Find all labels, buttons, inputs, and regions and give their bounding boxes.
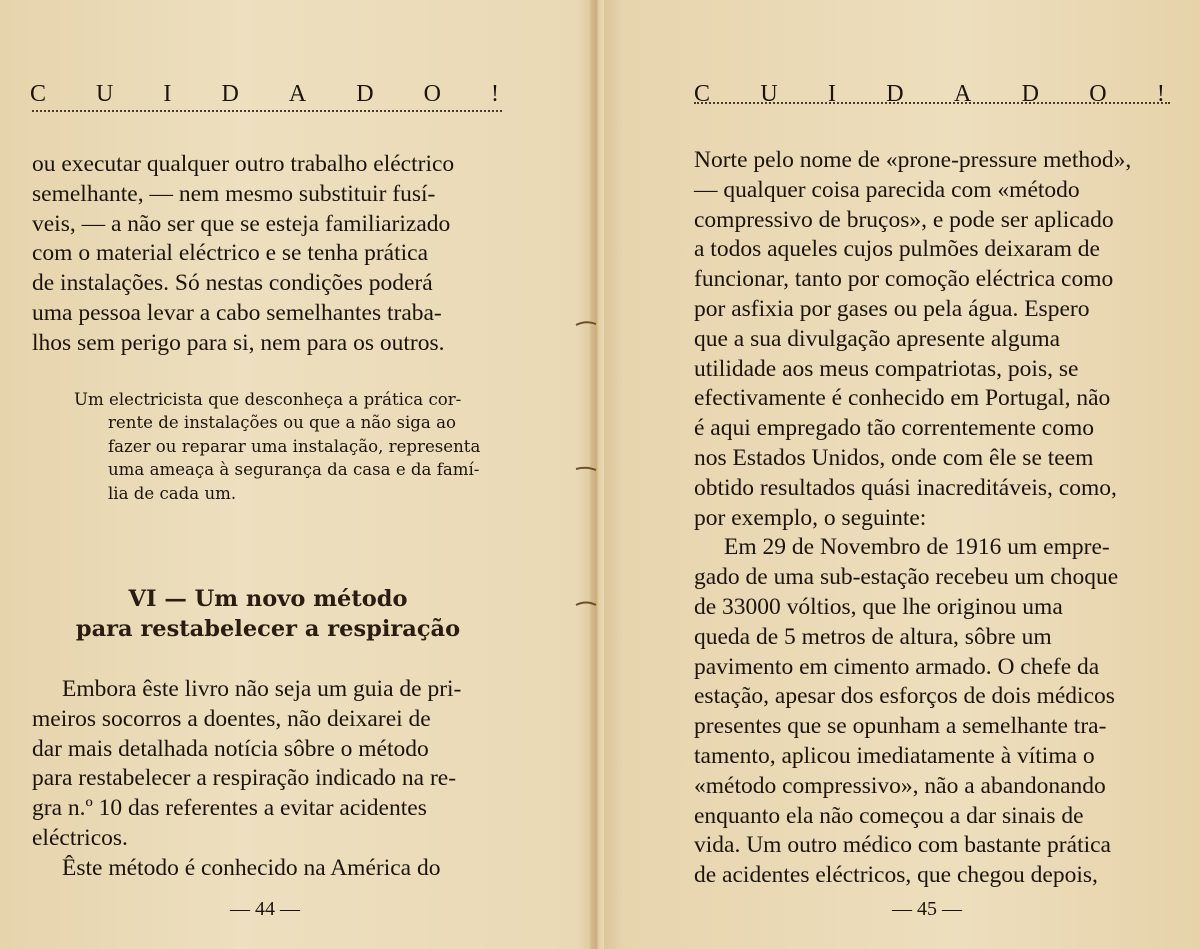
text-line: por exemplo, o seguinte:	[694, 504, 927, 531]
page-number: — 45 —	[892, 898, 962, 920]
running-head	[30, 72, 500, 108]
text-line: tamento, aplicou imediatamente à vítima o	[694, 742, 1095, 769]
text-line: gra n.º 10 das referentes a evitar acidentes	[32, 795, 427, 822]
text-line: estação, apesar dos esforços de dois médicos	[694, 683, 1115, 710]
text-line: Norte pelo nome de «prone-pressure method»,	[694, 147, 1132, 173]
running-head-letter: I	[163, 81, 173, 107]
text-line: presentes que se opunham a semelhante tra-	[694, 713, 1107, 740]
text-line: — qualquer coisa parecida com «método	[694, 176, 1080, 203]
text-line: de acidentes eléctricos, que chegou depois,	[694, 862, 1098, 889]
text-line: com o material eléctrico e se tenha prática	[32, 240, 429, 267]
note-line: uma ameaça à segurança da casa e da famí-	[108, 460, 480, 480]
note-line: rente de instalações ou que a não siga ao	[108, 413, 456, 433]
text-line: efectivamente é conhecido em Portugal, não	[694, 385, 1111, 412]
text-line: lhos sem perigo para si, nem para os outros.	[32, 329, 445, 356]
chapter-title	[32, 584, 504, 644]
paragraph	[32, 675, 504, 884]
running-head-letter: !	[490, 81, 500, 107]
text-line: vida. Um outro médico com bastante prática	[694, 832, 1111, 859]
running-head-rule	[32, 110, 502, 112]
note-line: Um electricista que desconheça a prática cor-	[74, 390, 462, 409]
running-head-letter: D	[356, 81, 375, 107]
text-line: semelhante, — nem mesmo substituir fusí-	[32, 180, 436, 207]
text-line: é aqui empregado tão correntemente como	[694, 415, 1094, 442]
text-line: de 33000 vóltios, que lhe originou uma	[694, 593, 1063, 620]
text-line: a todos aqueles cujos pulmões deixaram de	[694, 236, 1100, 263]
text-line: Embora êste livro não seja um guia de pri-	[62, 676, 462, 702]
text-line: compressivo de bruços», e pode ser aplicado	[694, 206, 1114, 233]
text-line: meiros socorros a doentes, não deixarei de	[32, 705, 431, 732]
running-head-letter: C	[694, 81, 712, 107]
left-page	[0, 0, 592, 949]
text-line: de instalações. Só nestas condições poderá	[32, 270, 433, 297]
text-line: para restabelecer a respiração indicado na re-	[32, 765, 457, 792]
text-line: Êste método é conhecido na América do	[62, 854, 441, 881]
running-head-letter: U	[96, 81, 115, 107]
text-line: gado de uma sub-estação recebeu um choque	[694, 564, 1119, 591]
chapter-title-line: VI — Um novo método	[128, 586, 408, 612]
text-line: ou executar qualquer outro trabalho eléctrico	[32, 151, 455, 177]
note-block	[74, 388, 504, 505]
text-line: pavimento em cimento armado. O chefe da	[694, 653, 1100, 680]
running-head-letter: D	[1021, 81, 1040, 107]
running-head-rule	[694, 102, 1170, 104]
note-line: lia de cada um.	[108, 483, 237, 503]
chapter-title-line: para restabelecer a respiração	[75, 616, 461, 642]
running-head-letter: C	[30, 81, 48, 107]
text-line: queda de 5 metros de altura, sôbre um	[694, 623, 1052, 650]
text-line: nos Estados Unidos, onde com êle se teem	[694, 444, 1094, 471]
text-line: utilidade aos meus compatriotas, pois, se	[694, 355, 1079, 382]
text-line: «método compressivo», não a abandonando	[694, 772, 1106, 799]
paragraph	[32, 150, 504, 359]
running-head-letter: U	[760, 81, 779, 107]
running-head-letter: D	[886, 81, 905, 107]
page-number: — 44 —	[230, 898, 300, 920]
right-page	[600, 0, 1200, 949]
text-line: eléctricos.	[32, 824, 128, 851]
running-head-letter: I	[827, 81, 837, 107]
text-line: funcionar, tanto por comoção eléctrica como	[694, 266, 1114, 293]
text-line: enquanto ela não começou a dar sinais de	[694, 802, 1084, 829]
text-line: obtido resultados quási inacreditáveis, como,	[694, 474, 1117, 501]
text-line: que a sua divulgação apresente alguma	[694, 325, 1061, 352]
running-head-letter: O	[423, 81, 442, 107]
text-line: por asfixia por gases ou pela água. Espero	[694, 295, 1090, 322]
text-line: veis, — a não ser que se esteja familiarizado	[32, 210, 451, 237]
note-line: fazer ou reparar uma instalação, representa	[108, 436, 481, 456]
running-head-letter: D	[221, 81, 240, 107]
text-line: dar mais detalhada notícia sôbre o método	[32, 735, 429, 762]
paragraph	[694, 146, 1170, 891]
running-head-letter: O	[1089, 81, 1108, 107]
running-head-letter: A	[288, 81, 308, 107]
running-head-letter: !	[1156, 81, 1166, 107]
running-head-letter: A	[953, 81, 973, 107]
text-line: uma pessoa levar a cabo semelhantes traba-	[32, 299, 442, 326]
text-line: Em 29 de Novembro de 1916 um empre-	[724, 534, 1110, 561]
